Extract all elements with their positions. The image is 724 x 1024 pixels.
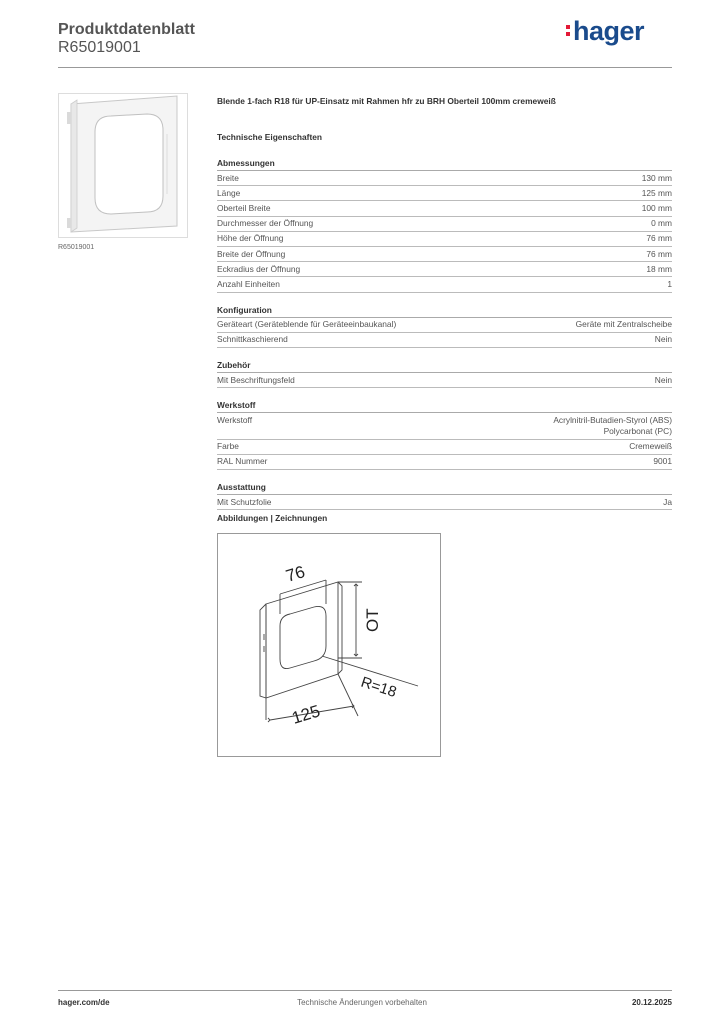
figures-heading: Abbildungen | Zeichnungen	[217, 513, 328, 523]
footer-divider	[58, 990, 672, 991]
section-title-dimensions: Abmessungen	[217, 154, 672, 171]
section-title-configuration: Konfiguration	[217, 301, 672, 318]
footer-date: 20.12.2025	[631, 998, 672, 1007]
article-number: R65019001	[58, 39, 141, 56]
table-row: Werkstoff Acrylnitril-Butadien-Styrol (ABS) Polycarbonat (PC)	[217, 413, 672, 439]
table-row: Anzahl Einheiten 1	[217, 277, 672, 292]
table-row: Durchmesser der Öffnung 0 mm	[217, 217, 672, 232]
product-thumbnail	[58, 93, 188, 238]
table-row: Mit Schutzfolie Ja	[217, 495, 672, 510]
table-row: Breite 130 mm	[217, 171, 672, 186]
table-row: Schnittkaschierend Nein	[217, 333, 672, 348]
table-row: Breite der Öffnung 76 mm	[217, 247, 672, 262]
dimension-radius-label: R=18	[358, 673, 399, 702]
dimension-length-label: 125	[289, 701, 323, 728]
footer-notice: Technische Änderungen vorbehalten	[297, 998, 427, 1007]
product-description: Blende 1-fach R18 für UP-Einsatz mit Rahmen hfr zu BRH Oberteil 100mm cremeweiß	[217, 96, 556, 106]
header-divider	[58, 67, 672, 68]
dimension-opening-label: 76	[283, 562, 308, 586]
table-row: Höhe der Öffnung 76 mm	[217, 232, 672, 247]
table-row: RAL Nummer 9001	[217, 455, 672, 470]
page-title: Produktdatenblatt	[58, 21, 195, 38]
product-image-icon	[59, 94, 187, 237]
dimension-drawing-icon	[218, 534, 440, 756]
section-title-material: Werkstoff	[217, 396, 672, 413]
table-row: Mit Beschriftungsfeld Nein	[217, 373, 672, 388]
properties-heading: Technische Eigenschaften	[217, 132, 323, 142]
section-title-equipment: Ausstattung	[217, 478, 672, 495]
table-row: Farbe Cremeweiß	[217, 440, 672, 455]
logo-text: hager	[573, 16, 645, 46]
thumbnail-caption: R65019001	[58, 244, 95, 251]
section-title-accessories: Zubehör	[217, 356, 672, 373]
product-details	[217, 96, 672, 510]
logo-dots-icon	[566, 22, 571, 39]
brand-logo	[566, 16, 644, 47]
table-row: Länge 125 mm	[217, 186, 672, 201]
table-row: Oberteil Breite 100 mm	[217, 201, 672, 216]
dimension-height-label: OT	[363, 608, 382, 632]
table-row: Geräteart (Geräteblende für Geräteeinbaukanal) Geräte mit Zentralscheibe	[217, 318, 672, 333]
footer-website: hager.com/de	[58, 998, 110, 1007]
technical-drawing	[217, 533, 441, 757]
table-row: Eckradius der Öffnung 18 mm	[217, 262, 672, 277]
